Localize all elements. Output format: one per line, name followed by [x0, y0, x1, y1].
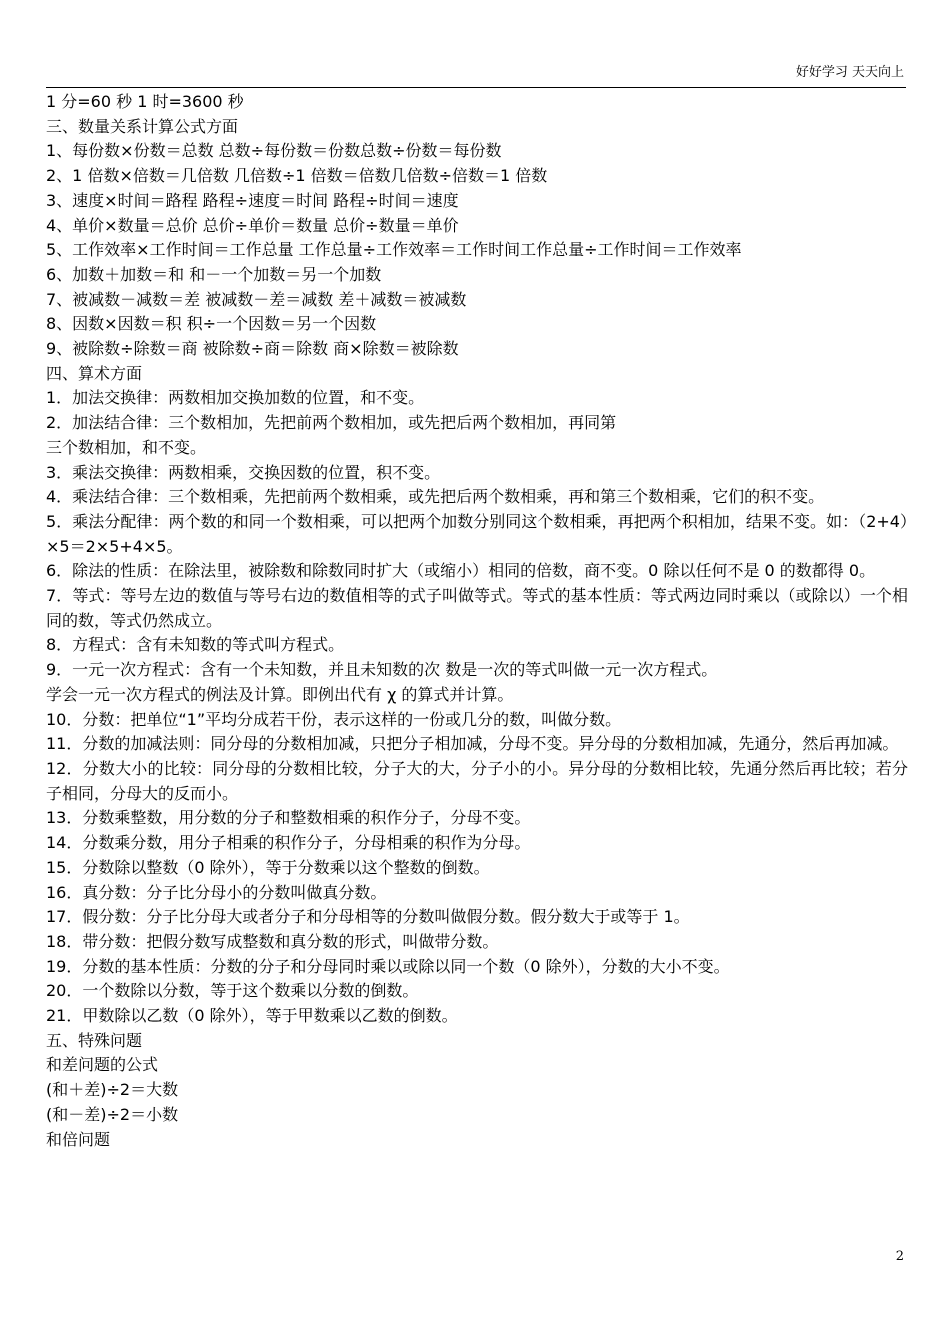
- text-line: 6、加数＋加数＝和 和－一个加数＝另一个加数: [46, 264, 382, 284]
- text-line: 8．方程式：含有未知数的等式叫方程式。: [46, 635, 345, 655]
- text-line: 1、每份数×份数＝总数 总数÷每份数＝份数总数÷份数＝每份数: [46, 141, 502, 161]
- text-paragraph: 11．分数的加减法则：同分母的分数相加减，只把分子相加减，分母不变。异分母的分数相加减，先通分，然后再加减。: [46, 734, 899, 754]
- text-line: 13．分数乘整数，用分数的分子和整数相乘的积作分子，分母不变。: [46, 808, 531, 828]
- page-header: 好好学习 天天向上: [795, 65, 904, 80]
- text-paragraph: 7．等式：等号左边的数值与等号右边的数值相等的式子叫做等式。等式的基本性质：等式两边同时乘以（或除以）一个相同的数，等式仍然成立。: [46, 586, 908, 630]
- text-line: 学会一元一次方程式的例法及计算。即例出代有 χ 的算式并计算。: [46, 684, 514, 704]
- text-line: 9．一元一次方程式：含有一个未知数，并且未知数的次 数是一次的等式叫做一元一次方程式。: [46, 660, 718, 680]
- text-line: 21．甲数除以乙数（0 除外），等于甲数乘以乙数的倒数。: [46, 1006, 458, 1026]
- text-line: 2．加法结合律：三个数相加，先把前两个数相加，或先把后两个数相加，再同第: [46, 413, 617, 433]
- text-line: 和差问题的公式: [46, 1055, 159, 1075]
- formula-line: (和－差)÷2＝小数: [46, 1104, 179, 1124]
- header-rule: [46, 87, 906, 88]
- text-line: 3．乘法交换律：两数相乘，交换因数的位置，积不变。: [46, 462, 441, 482]
- text-line: 三个数相加，和不变。: [46, 437, 207, 457]
- text-line: 1．加法交换律：两数相加交换加数的位置，和不变。: [46, 388, 425, 408]
- text-line: 5、工作效率×工作时间＝工作总量 工作总量÷工作效率＝工作时间工作总量÷工作时间＝工作效率: [46, 240, 742, 260]
- section-heading: 三、数量关系计算公式方面: [46, 116, 239, 136]
- text-line: 9、被除数÷除数＝商 被除数÷商＝除数 商×除数＝被除数: [46, 339, 459, 359]
- text-line: 14．分数乘分数，用分子相乘的积作分子，分母相乘的积作为分母。: [46, 833, 531, 853]
- text-line: 19．分数的基本性质：分数的分子和分母同时乘以或除以同一个数（0 除外），分数的大小不变。: [46, 956, 730, 976]
- text-line: 1 分=60 秒 1 时=3600 秒: [46, 92, 244, 111]
- document-body: [46, 90, 908, 1152]
- page-number: 2: [895, 1249, 904, 1264]
- formula-line: (和＋差)÷2＝大数: [46, 1080, 179, 1100]
- text-line: 2、1 倍数×倍数＝几倍数 几倍数÷1 倍数＝倍数几倍数÷倍数＝1 倍数: [46, 166, 548, 186]
- section-heading: 四、算术方面: [46, 363, 143, 383]
- text-line: 10．分数：把单位“1”平均分成若干份，表示这样的一份或几分的数，叫做分数。: [46, 709, 622, 729]
- text-paragraph: 4．乘法结合律：三个数相乘，先把前两个数相乘，或先把后两个数相乘，再和第三个数相乘，它们的积不变。: [46, 487, 825, 507]
- text-line: 4、单价×数量＝总价 总价÷单价＝数量 总价÷数量＝单价: [46, 215, 459, 235]
- text-paragraph: 5．乘法分配律：两个数的和同一个数相乘，可以把两个加数分别同这个数相乘，再把两个积相加，结果不变。如：（2+4）×5＝2×5+4×5。: [46, 511, 908, 556]
- section-heading: 五、特殊问题: [46, 1030, 143, 1050]
- text-line: 8、因数×因数＝积 积÷一个因数＝另一个因数: [46, 314, 377, 334]
- text-paragraph: 6．除法的性质：在除法里，被除数和除数同时扩大（或缩小）相同的倍数，商不变。0 除以任何不是 0 的数都得 0。: [46, 561, 876, 581]
- text-line: 7、被减数－减数＝差 被减数－差＝减数 差＋减数＝被减数: [46, 289, 467, 309]
- text-line: 和倍问题: [46, 1129, 111, 1149]
- text-line: 3、速度×时间＝路程 路程÷速度＝时间 路程÷时间＝速度: [46, 190, 459, 210]
- text-line: 18．带分数：把假分数写成整数和真分数的形式，叫做带分数。: [46, 931, 499, 951]
- text-paragraph: 12．分数大小的比较：同分母的分数相比较，分子大的大，分子小的小。异分母的分数相比较，先通分然后再比较；若分子相同，分母大的反而小。: [46, 758, 908, 803]
- text-line: 20．一个数除以分数，等于这个数乘以分数的倒数。: [46, 981, 419, 1001]
- text-line: 16．真分数：分子比分母小的分数叫做真分数。: [46, 882, 387, 902]
- text-line: 15．分数除以整数（0 除外），等于分数乘以这个整数的倒数。: [46, 857, 490, 877]
- text-line: 17．假分数：分子比分母大或者分子和分母相等的分数叫做假分数。假分数大于或等于 1。: [46, 907, 690, 927]
